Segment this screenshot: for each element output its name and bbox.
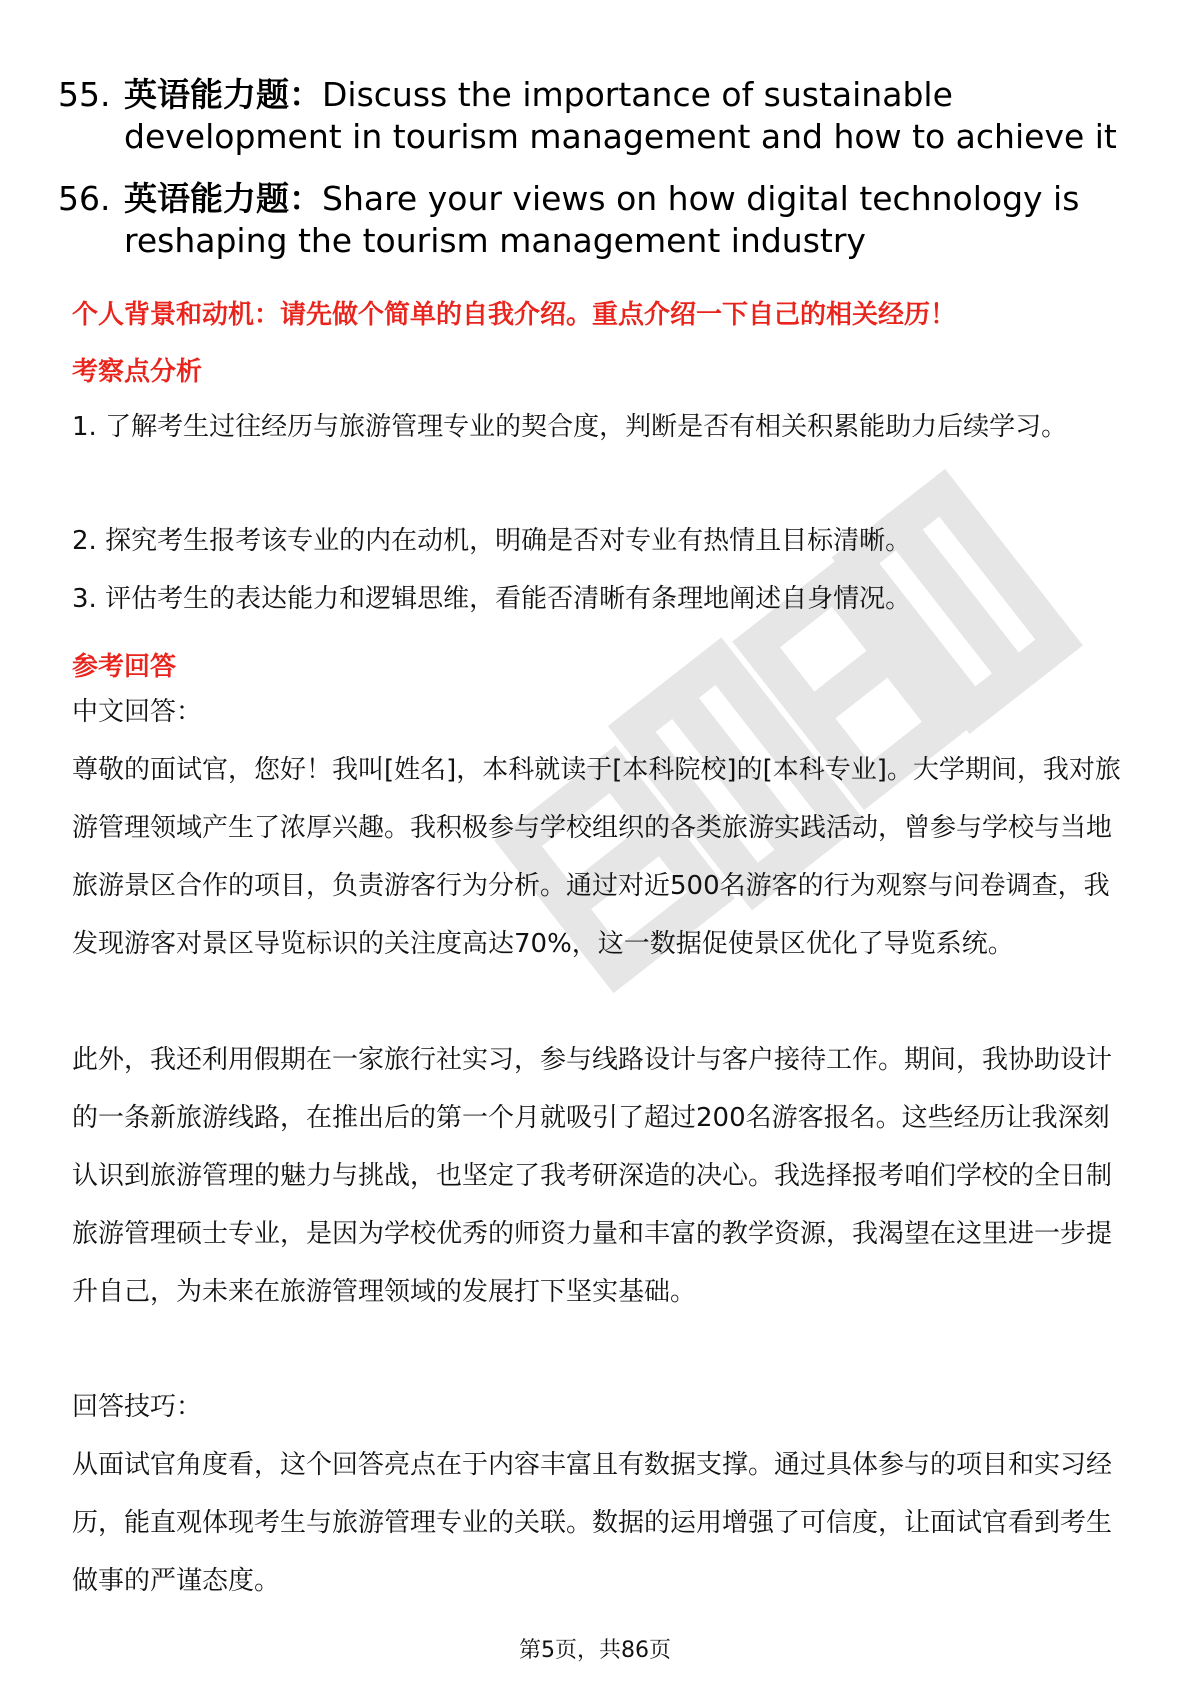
page-footer: 第5页，共86页 bbox=[519, 1638, 671, 1663]
question-number: 56. bbox=[58, 179, 111, 218]
question-tag: 英语能力题： bbox=[124, 75, 322, 114]
reference-heading: 参考回答 bbox=[72, 652, 177, 682]
analysis-point-2: 2. 探究考生报考该专业的内在动机，明确是否对专业有热情且目标清晰。 bbox=[72, 526, 912, 556]
analysis-point-1: 1. 了解考生过往经历与旅游管理专业的契合度，判断是否有相关积累能助力后续学习。 bbox=[72, 412, 1068, 442]
question-tag: 英语能力题： bbox=[124, 179, 322, 218]
tips-label: 回答技巧： bbox=[72, 1392, 203, 1422]
answer-paragraph-2: 此外，我还利用假期在一家旅行社实习，参与线路设计与客户接待工作。期间，我协助设计的一条新旅游线路，在推出后的第一个月就吸引了超过200名游客报名。这些经历让我深刻认识到旅游管理的魅力与挑战，也坚定了我考研深造的决心。我选择报考咱们学校的全日制旅游管理硕士专业，是因为学校优秀的师资力量和丰富的教学资源，我渴望在这里进一步提升自己，为未来在旅游管理领域的发展打下坚实基础。 bbox=[72, 1045, 1113, 1307]
main-question-heading: 个人背景和动机：请先做个简单的自我介绍。重点介绍一下自己的相关经历！ bbox=[72, 300, 957, 330]
question-number: 55. bbox=[58, 75, 111, 114]
analysis-heading: 考察点分析 bbox=[72, 357, 203, 387]
answer-paragraph-1: 尊敬的面试官，您好！我叫[姓名]，本科就读于[本科院校]的[本科专业]。大学期间，我对旅游管理领域产生了浓厚兴趣。我积极参与学校组织的各类旅游实践活动，曾参与学校与当地旅游景区合作的项目，负责游客行为分析。通过对近500名游客的行为观察与问卷调查，我发现游客对景区导览标识的关注度高达70%，这一数据促使景区优化了导览系统。 bbox=[72, 755, 1121, 959]
analysis-point-3: 3. 评估考生的表达能力和逻辑思维，看能否清晰有条理地阐述自身情况。 bbox=[72, 584, 912, 614]
question-56 bbox=[58, 178, 1118, 262]
tips-paragraph: 从面试官角度看，这个回答亮点在于内容丰富且有数据支撑。通过具体参与的项目和实习经历，能直观体现考生与旅游管理专业的关联。数据的运用增强了可信度，让面试官看到考生做事的严谨态度。 bbox=[72, 1450, 1113, 1596]
chinese-answer-label: 中文回答： bbox=[72, 697, 203, 727]
question-text: Share your views on how digital technology is reshaping the tourism management industry bbox=[124, 179, 1080, 260]
question-55 bbox=[58, 74, 1118, 158]
question-text: Discuss the importance of sustainable development in tourism management and how to achieve it bbox=[124, 75, 1117, 156]
